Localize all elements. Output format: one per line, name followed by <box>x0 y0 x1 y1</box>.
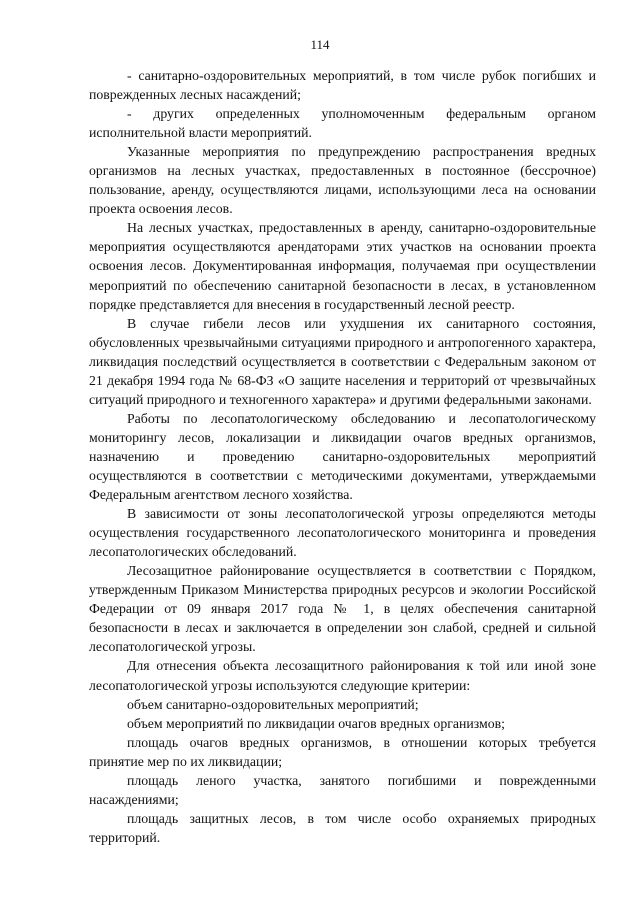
paragraph-sanitary-measures: - санитарно-оздоровительных мероприятий, в том числе рубок погибших и поврежденных лесных насаждений; <box>89 68 596 103</box>
page-number: 114 <box>310 37 330 52</box>
paragraph-leased-plots: На лесных участках, предоставленных в аренду, санитарно-оздоровительные мероприятия осуществляются арендаторами этих участков на основании проекта освоения лесов. Документированная информация, получаемая при осуществлении мероприятий по обеспечению санитарной безопасности в лесах, в установленном порядке представляется для внесения в государственный лесной реестр. <box>89 220 596 312</box>
criteria-item: объем мероприятий по ликвидации очагов вредных организмов; <box>127 715 505 731</box>
paragraph-forest-loss: В случае гибели лесов или ухудшения их санитарного состояния, обусловленных чрезвычайными ситуациями природного и антропогенного характера, ликвидация последствий осуществляется в соответствии с Федеральным законом от 21 декабря 1994 года № 68-ФЗ «О защите населения и территорий от чрезвычайных ситуаций природного и техногенного характера» и другими федеральными законами. <box>89 315 596 407</box>
criteria-item: площадь очагов вредных организмов, в отношении которых требуется принятие мер по их ликвидации; <box>89 734 596 769</box>
document-body <box>89 66 596 847</box>
criteria-item: площадь леного участка, занятого погибшими и поврежденными насаждениями; <box>89 772 596 807</box>
criteria-item: объем санитарно-оздоровительных мероприятий; <box>127 696 419 712</box>
paragraph-pathology-work: Работы по лесопатологическому обследованию и лесопатологическому мониторингу лесов, локализации и ликвидации очагов вредных организмов, назначению и проведению санитарно-оздоровительных мероприятий осуществляются в соответствии с методическими документами, утверждаемыми Федеральным агентством лесного хозяйства. <box>89 410 596 503</box>
paragraph-measures-performers: Указанные мероприятия по предупреждению распространения вредных организмов на лесных участках, предоставленных в постоянное (бессрочное) пользование, аренду, осуществляются лицами, использующими леса на основании проекта освоения лесов. <box>89 144 596 217</box>
criteria-item: площадь защитных лесов, в том числе особо охраняемых природных территорий. <box>89 810 596 845</box>
paragraph-other-measures: - других определенных уполномоченным федеральным органом исполнительной власти мероприятий. <box>89 106 596 141</box>
paragraph-threat-zones: В зависимости от зоны лесопатологической угрозы определяются методы осуществления государственного лесопатологического мониторинга и проведения лесопатологических обследований. <box>89 506 596 560</box>
paragraph-criteria-intro: Для отнесения объекта лесозащитного районирования к той или иной зоне лесопатологической угрозы используются следующие критерии: <box>89 658 596 693</box>
paragraph-zoning: Лесозащитное районирование осуществляется в соответствии с Порядком, утвержденным Приказом Министерства природных ресурсов и экологии Российской Федерации от 09 января 2017 года № 1, в целях обеспечения санитарной безопасности в лесах и заключается в определении зон слабой, средней и сильной лесопатологической угрозы. <box>89 563 596 655</box>
